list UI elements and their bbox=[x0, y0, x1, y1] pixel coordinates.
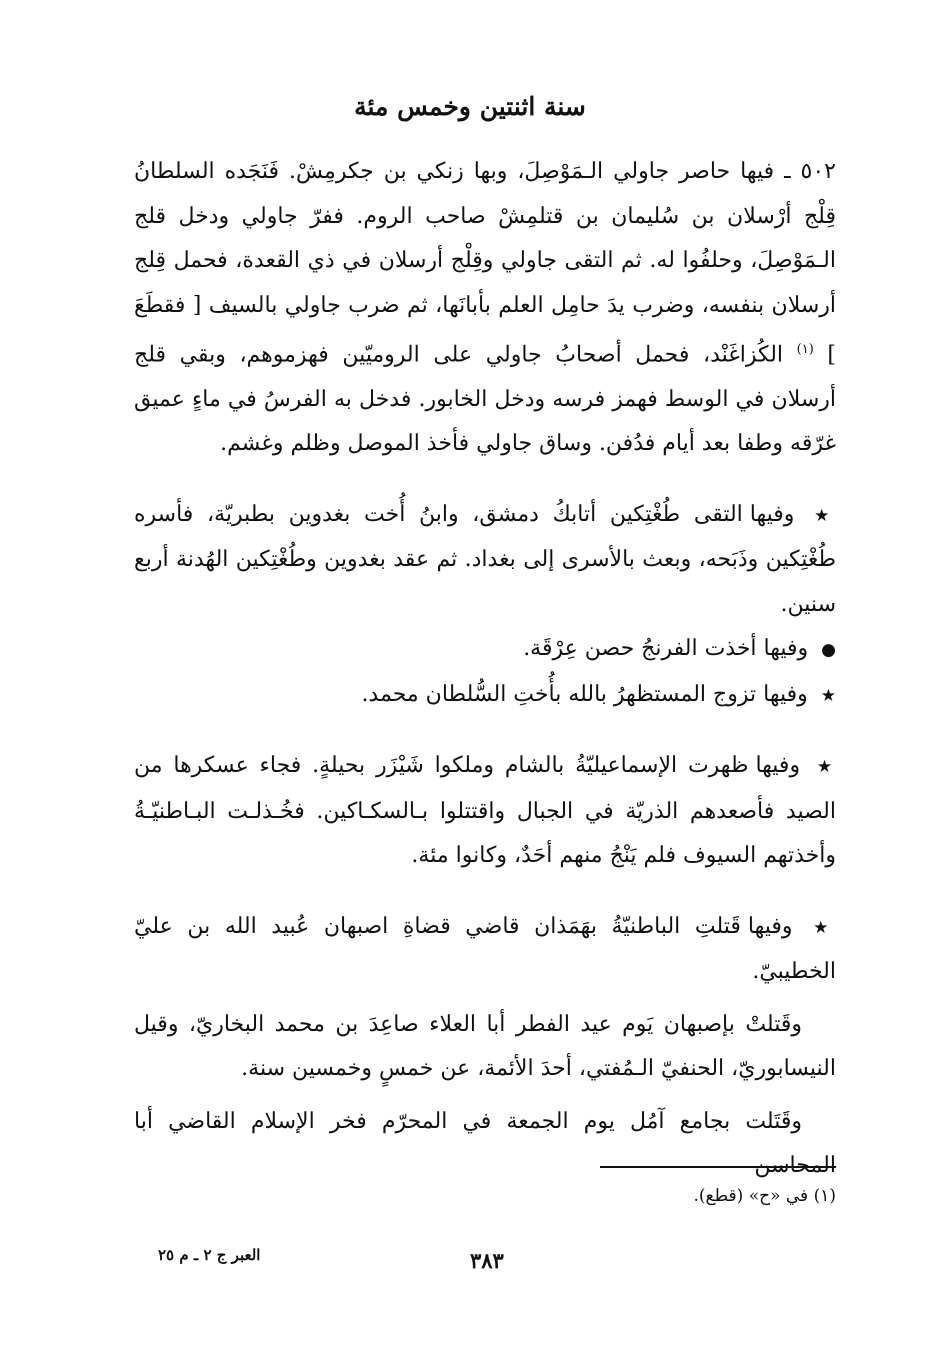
paragraph-irqa bbox=[134, 627, 836, 673]
paragraph-tughtekin bbox=[134, 493, 836, 628]
paragraph-text: فيها حاصر جاولي الـمَوْصِلَ، وبها زنكي بن جكرمِشْ. فَنَجَده السلطانُ قِلْج أرْسلان بن سُليمان بن قتلمِشْ صاحب الروم. ففرّ جاولي ودخل قلج الـمَوْصِلَ، وحلفُوا له. ثم التقى جاولي وقِلْج أرسلان في ذي القعدة، فحمل قِلج أرسلان بنفسه، وضرب يدَ حامِل العلم بأبانَها، ثم ضرب جاولي بالسيف [ فقطَعَ ] bbox=[134, 159, 837, 368]
paragraph-text: وفيها تزوج المستظهرُ بالله بأُختِ السُّلطان محمد. bbox=[361, 681, 808, 707]
paragraph-spacer bbox=[134, 718, 836, 744]
star-icon: ★ bbox=[816, 757, 836, 778]
main-text bbox=[134, 150, 836, 1189]
star-icon: ★ bbox=[820, 685, 836, 706]
paragraph-text: وفيها ظهرت الإسماعيليّةُ بالشام وملكوا شَيْزَر بحيلةٍ. فجاء عسكرها من الصيد فأصعدهم الذريّة في الجبال واقتتلوا بـالسكـاكين. فخُـذلـت البـاطنيّـةُ وأخذتهم السيوف فلم يَنْجُ منهم أحَدٌ، وكانوا مئة. bbox=[134, 753, 836, 869]
paragraph-502 bbox=[134, 150, 836, 467]
paragraph-amul bbox=[134, 1100, 836, 1189]
paragraph-text-continued: الكُزاغَنْد، فحمل أصحابُ جاولي على الروميّين فهزموهم، وبقي قلج أرسلان في الوسط فهمز فرسه ودخل الخابور. فدخل به الفرسُ في ماءٍ عميق غرّقه وطفا بعد أيام فدُفن. وساق جاولي فأخذ الموصل وظلم وغشم. bbox=[134, 342, 836, 457]
footnote-reference: (١) bbox=[796, 342, 814, 357]
footnote: (١) في «ح» (قطع). bbox=[693, 1186, 836, 1206]
paragraph-mustazhir bbox=[134, 673, 836, 719]
bullet-icon: ● bbox=[821, 640, 836, 661]
entry-number: ٥٠٢ ـ bbox=[784, 159, 836, 184]
page-number: ٣٨٣ bbox=[470, 1248, 504, 1273]
paragraph-spacer bbox=[134, 1092, 836, 1100]
paragraph-text: وقَتلتْ بإصبهان يَوم عيد الفطر أبا العلاء صاعِدَ بن محمد البخاريّ، وقيل النيسابوريّ، الحنفيّ الـمُفتي، أحدَ الأئمة، عن خمسٍ وخمسين سنة. bbox=[134, 1011, 836, 1082]
paragraph-text: وفيها أخذت الفرنجُ حصن عِرْقَة. bbox=[523, 636, 809, 662]
paragraph-text: وفيها قَتلتِ الباطنيّةُ بهَمَذان قاضي قضاةِ اصبهان عُبيد الله بن عليّ الخطيبيّ. bbox=[134, 913, 836, 985]
signature-mark: العبر ج ٢ ـ م ٢٥ bbox=[158, 1246, 261, 1264]
star-icon: ★ bbox=[813, 917, 837, 938]
paragraph-spacer bbox=[134, 879, 836, 905]
paragraph-spacer bbox=[134, 995, 836, 1003]
paragraph-ismailis bbox=[134, 744, 836, 879]
star-icon: ★ bbox=[814, 505, 836, 526]
paragraph-text: وقَتَلت بجامع آمُل يوم الجمعة في المحرّم فخر الإسلام القاضي أبا المحاسن bbox=[134, 1108, 836, 1179]
paragraph-spacer bbox=[134, 467, 836, 493]
footnote-divider bbox=[600, 1166, 836, 1168]
page-title: سنة اثنتين وخمس مئة bbox=[354, 92, 586, 121]
paragraph-isfahan bbox=[134, 1003, 836, 1092]
paragraph-hamadhan bbox=[134, 905, 836, 995]
paragraph-text: وفيها التقى طُغْتِكين أتابكُ دمشق، وابنُ أُخت بغدوين بطبريّة، فأسره طُغْتِكين وذَبَحه، وبعث بالأسرى إلى بغداد. ثم عقد بغدوين وطُغْتِكين الهُدنة أربع سنين. bbox=[134, 501, 836, 617]
